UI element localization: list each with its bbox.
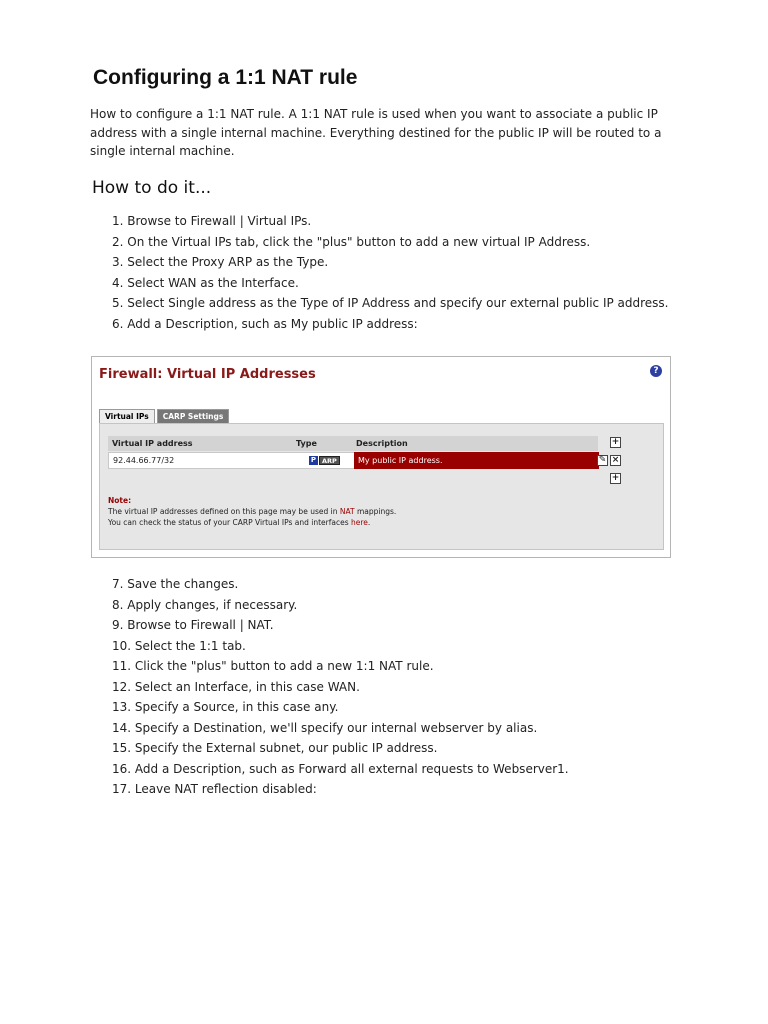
step-item: 12. Select an Interface, in this case WAN. — [112, 679, 360, 694]
step-item: 8. Apply changes, if necessary. — [112, 597, 298, 612]
step-item: 11. Click the "plus" button to add a new 1:1 NAT rule. — [112, 659, 434, 673]
tab-carp-settings[interactable]: CARP Settings — [157, 409, 230, 424]
steps-list-first — [112, 211, 669, 334]
step-item: 15. Specify the External subnet, our public IP address. — [112, 741, 438, 755]
here-link[interactable]: here — [351, 518, 368, 527]
description-cell: My public IP address. — [354, 452, 599, 469]
column-header-type: Type — [296, 439, 317, 448]
step-item: 3. Select the Proxy ARP as the Type. — [112, 255, 329, 269]
intro-paragraph: How to configure a 1:1 NAT rule. A 1:1 NAT rule is used when you want to associate a public IP address with a single internal machine. Everything destined for the public IP will be routed to a single internal machine. — [90, 107, 662, 158]
screenshot-title: Firewall: Virtual IP Addresses — [99, 367, 316, 382]
note-text: . — [367, 518, 371, 527]
step-item: 16. Add a Description, such as Forward all external requests to Webserver1. — [112, 761, 569, 776]
column-header-description: Description — [356, 439, 408, 448]
note-text: The virtual IP addresses defined on this page may be used in — [108, 507, 340, 516]
nat-link[interactable]: NAT — [339, 507, 355, 516]
step-item: 2. On the Virtual IPs tab, click the "plus" button to add a new virtual IP Address. — [112, 234, 591, 249]
step-item: 14. Specify a Destination, we'll specify our internal webserver by alias. — [112, 720, 538, 735]
arp-type-icon: ARP — [319, 456, 340, 465]
step-item: 13. Specify a Source, in this case any. — [112, 700, 339, 714]
help-icon[interactable]: ? — [650, 365, 662, 377]
firewall-screenshot — [91, 356, 671, 558]
note-label: Note: — [108, 496, 132, 505]
step-item: 1. Browse to Firewall | Virtual IPs. — [112, 214, 312, 228]
delete-icon[interactable]: × — [611, 455, 620, 465]
note-line-2 — [108, 517, 396, 528]
edit-icon[interactable]: ✎ — [598, 455, 607, 465]
step-item: 5. Select Single address as the Type of IP Address and specify our external public IP address. — [112, 296, 669, 310]
type-badge — [309, 456, 340, 465]
note-text: mappings. — [354, 507, 397, 516]
page-title: Configuring a 1:1 NAT rule — [93, 66, 358, 89]
virtual-ip-panel — [99, 423, 664, 550]
step-item: 9. Browse to Firewall | NAT. — [112, 618, 274, 632]
note-text: You can check the status of your CARP Virtual IPs and interfaces — [108, 518, 351, 527]
vip-address: 92.44.66.77/32 — [113, 456, 175, 465]
step-item: 10. Select the 1:1 tab. — [112, 638, 246, 653]
section-heading: How to do it... — [92, 178, 212, 198]
add-vip-bottom-icon[interactable]: + — [611, 473, 620, 483]
tab-bar — [99, 409, 229, 424]
proxy-type-icon: P — [310, 456, 317, 464]
table-header — [108, 436, 598, 451]
step-item: 4. Select WAN as the Interface. — [112, 275, 299, 290]
column-header-vip: Virtual IP address — [112, 439, 193, 448]
step-item: 7. Save the changes. — [112, 577, 239, 591]
tab-virtual-ips[interactable]: Virtual IPs — [99, 409, 155, 424]
note-line-1 — [108, 506, 396, 517]
table-row[interactable] — [108, 452, 598, 469]
steps-list-second — [112, 574, 569, 800]
step-item: 6. Add a Description, such as My public IP address: — [112, 316, 418, 331]
note-block — [108, 495, 396, 528]
add-vip-icon[interactable]: + — [611, 437, 620, 447]
step-item: 17. Leave NAT reflection disabled: — [112, 782, 317, 796]
